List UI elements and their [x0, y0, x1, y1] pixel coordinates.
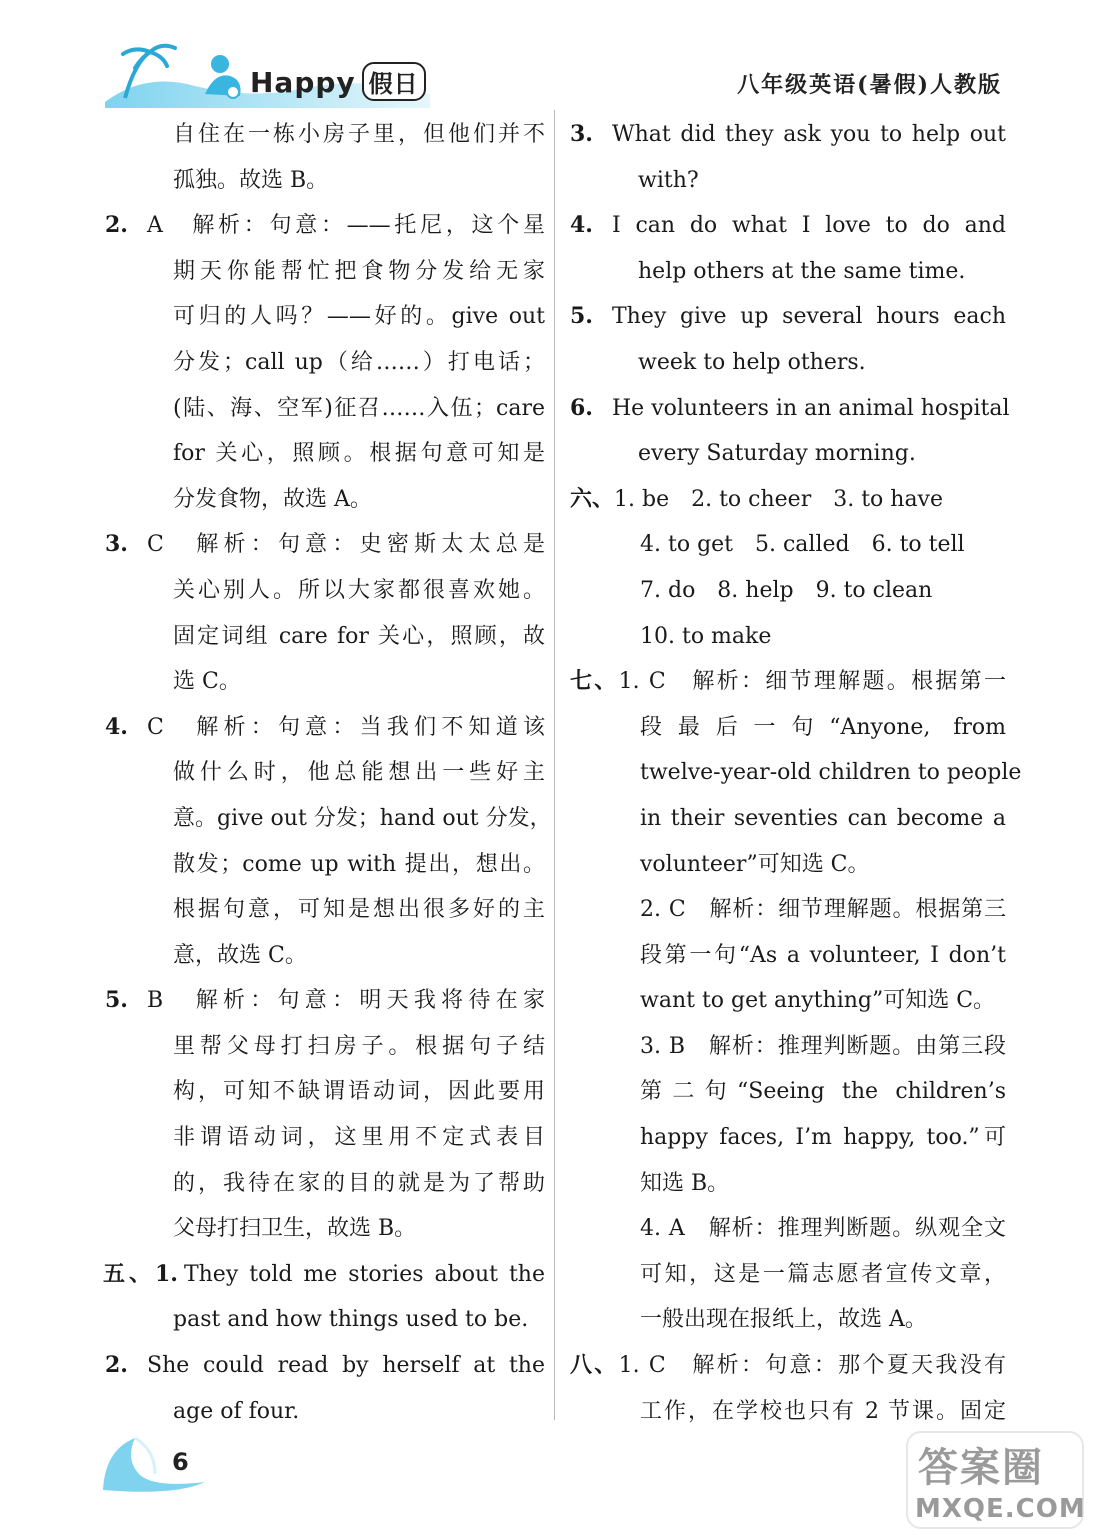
line-text: What did they ask you to help out — [612, 122, 1006, 147]
book-title: 八年级英语(暑假)人教版 — [737, 72, 1002, 98]
line-text: 选 C。 — [173, 669, 241, 695]
text-line — [570, 842, 1006, 888]
text-line — [570, 522, 1006, 568]
line-text: 2. C 解析：细节理解题。根据第三 — [640, 897, 1006, 923]
line-text: She could read by herself at the — [147, 1353, 545, 1379]
line-text: 4. to get 5. called 6. to tell — [640, 532, 965, 558]
line-text: 意，故选 C。 — [173, 942, 307, 968]
text-line — [105, 750, 545, 796]
line-text: 的，我待在家的目的就是为了帮助 — [173, 1170, 545, 1196]
line-text: 非谓语动词，这里用不定式表目 — [173, 1125, 545, 1151]
line-text: 1. C 解析：细节理解题。根据第一 — [618, 669, 1006, 695]
line-text: 根据句意，可知是想出很多好的主 — [173, 897, 545, 923]
line-text: 构，可知不缺谓语动词，因此要用 — [173, 1079, 545, 1105]
text-line — [105, 978, 545, 1024]
left-column — [103, 112, 552, 1434]
text-line — [570, 112, 1006, 158]
text-line — [570, 705, 1006, 751]
text-line — [570, 796, 1006, 842]
line-text: 可知，这是一篇志愿者宣传文章， — [640, 1261, 1006, 1287]
line-text: 分发食物，故选 A。 — [173, 486, 372, 512]
text-line — [570, 1252, 1006, 1298]
line-text: 期天你能帮忙把食物分发给无家 — [173, 258, 545, 284]
line-text: 段第一句“As a volunteer, I don’t — [640, 942, 1006, 968]
text-line — [105, 568, 545, 614]
text-line — [105, 158, 545, 204]
line-text: age of four. — [173, 1398, 300, 1424]
item-number: 3. — [105, 531, 128, 558]
text-line — [570, 1343, 1006, 1389]
line-text: 工作，在学校也只有 2 节课。固定 — [640, 1398, 1006, 1424]
item-number: 4. — [570, 212, 593, 239]
line-text: C 解析：句意：史密斯太太总是 — [147, 532, 545, 558]
text-line — [570, 1389, 1006, 1435]
line-text: twelve-year-old children to people — [640, 760, 1022, 786]
text-line — [105, 887, 545, 933]
line-text: 1. C 解析：句意：那个夏天我没有 — [618, 1353, 1006, 1379]
item-number: 1. — [154, 1260, 178, 1287]
text-line — [570, 249, 1006, 295]
line-text: 孤独。故选 B。 — [173, 167, 329, 193]
text-line — [105, 386, 545, 432]
line-text: want to get anything”可知选 C。 — [640, 988, 996, 1014]
text-line — [105, 1024, 545, 1070]
item-number: 4. — [105, 713, 128, 740]
text-line — [105, 705, 545, 751]
line-text: 可归的人吗？——好的。give out — [173, 304, 545, 330]
line-text: 3. B 解析：推理判断题。由第三段 — [640, 1033, 1006, 1059]
column-divider — [554, 110, 555, 1420]
item-number: 2. — [105, 212, 128, 239]
line-text: I can do what I love to do and — [612, 213, 1006, 239]
text-line — [570, 614, 1006, 660]
text-line — [105, 1297, 545, 1343]
text-line — [570, 203, 1006, 249]
line-text: volunteer”可知选 C。 — [640, 851, 870, 877]
brand-logo: Happy 假日 — [250, 62, 426, 101]
text-line — [105, 614, 545, 660]
text-line — [570, 1206, 1006, 1252]
text-line — [570, 1024, 1006, 1070]
page-number: 6 — [172, 1448, 189, 1476]
item-number: 5. — [105, 987, 128, 1014]
text-line — [105, 477, 545, 523]
line-text: week to help others. — [638, 349, 866, 375]
section-label: 五、 — [103, 1260, 155, 1287]
line-text: (陆、海、空军)征召……入伍；care — [173, 395, 545, 421]
line-text: 1. be 2. to cheer 3. to have — [614, 486, 944, 512]
text-line — [105, 1069, 545, 1115]
right-column — [570, 112, 1022, 1434]
line-text: 意。give out 分发；hand out 分发， — [173, 805, 552, 831]
text-line — [570, 386, 1010, 432]
line-text: 7. do 8. help 9. to clean — [640, 577, 933, 603]
text-line — [105, 659, 545, 705]
text-line — [570, 750, 1022, 796]
text-line — [105, 431, 545, 477]
line-text: 里帮父母打扫房子。根据句子结 — [173, 1033, 545, 1059]
line-text: past and how things used to be. — [173, 1307, 529, 1333]
text-line — [105, 294, 545, 340]
text-line — [105, 1343, 545, 1389]
text-line — [105, 522, 545, 568]
line-text: They told me stories about the — [183, 1261, 545, 1287]
line-text: 分发；call up（给……）打电话； — [173, 349, 545, 375]
line-text: 固定词组 care for 关心，照顾，故 — [173, 623, 545, 649]
line-text: C 解析：句意：当我们不知道该 — [147, 714, 545, 740]
line-text: He volunteers in an animal hospital — [612, 395, 1010, 421]
watermark-title: 答案圈 — [918, 1445, 1044, 1491]
line-text: help others at the same time. — [638, 258, 966, 284]
text-line — [103, 1252, 545, 1298]
line-text: 10. to make — [640, 623, 772, 649]
text-line — [105, 1389, 545, 1435]
text-line — [570, 477, 1006, 523]
item-number: 3. — [570, 121, 593, 147]
text-line — [570, 1161, 1006, 1207]
line-text: happy faces, I’m happy, too.”可 — [640, 1125, 1006, 1151]
text-line — [105, 1115, 545, 1161]
line-text: 一般出现在报纸上，故选 A。 — [640, 1307, 927, 1333]
text-line — [570, 158, 1006, 204]
line-text: 关心别人。所以大家都很喜欢她。 — [173, 577, 545, 603]
line-text: every Saturday morning. — [638, 441, 916, 467]
line-text: A 解析：句意：——托尼，这个星 — [147, 213, 545, 239]
section-label: 八、 — [570, 1352, 619, 1379]
section-label: 六、 — [570, 485, 615, 512]
text-line — [105, 203, 545, 249]
line-text: 4. A 解析：推理判断题。纵观全文 — [640, 1216, 1006, 1242]
text-line — [570, 978, 1006, 1024]
line-text: 自住在一栋小房子里，但他们并不 — [173, 122, 545, 147]
line-text: They give up several hours each — [612, 304, 1006, 330]
text-line — [570, 887, 1006, 933]
text-line — [570, 1069, 1006, 1115]
text-line — [570, 659, 1006, 705]
line-text: 知选 B。 — [640, 1170, 730, 1196]
item-number: 6. — [570, 394, 593, 421]
line-text: 做什么时，他总能想出一些好主 — [173, 760, 545, 786]
line-text: 段最后一句“Anyone, from — [640, 714, 1006, 740]
text-line — [105, 249, 545, 295]
text-line — [105, 933, 545, 979]
line-text: for 关心，照顾。根据句意可知是 — [173, 441, 545, 467]
watermark-url: MXQE.COM — [915, 1494, 1086, 1524]
section-label: 七、 — [570, 668, 619, 695]
text-line — [105, 842, 545, 888]
page-header — [0, 0, 1094, 110]
line-text: 散发；come up with 提出，想出。 — [173, 851, 545, 877]
page-corner-decoration-icon — [95, 1430, 215, 1500]
text-line — [105, 1161, 545, 1207]
text-line — [105, 1206, 545, 1252]
item-number: 2. — [105, 1352, 128, 1379]
text-line — [570, 1115, 1006, 1161]
item-number: 5. — [570, 303, 593, 330]
line-text: 第二句“Seeing the children’s — [640, 1079, 1006, 1105]
text-line — [105, 796, 552, 842]
text-line — [105, 112, 545, 158]
text-line — [105, 340, 545, 386]
line-text: with? — [638, 167, 699, 193]
text-line — [570, 933, 1006, 979]
line-text: 父母打扫卫生，故选 B。 — [173, 1216, 417, 1242]
text-line — [570, 294, 1006, 340]
line-text: B 解析：句意：明天我将待在家 — [147, 988, 545, 1014]
text-line — [570, 431, 1006, 477]
text-line — [570, 568, 1006, 614]
text-line — [570, 1297, 1006, 1343]
text-line — [570, 340, 1006, 386]
line-text: in their seventies can become a — [640, 805, 1006, 831]
